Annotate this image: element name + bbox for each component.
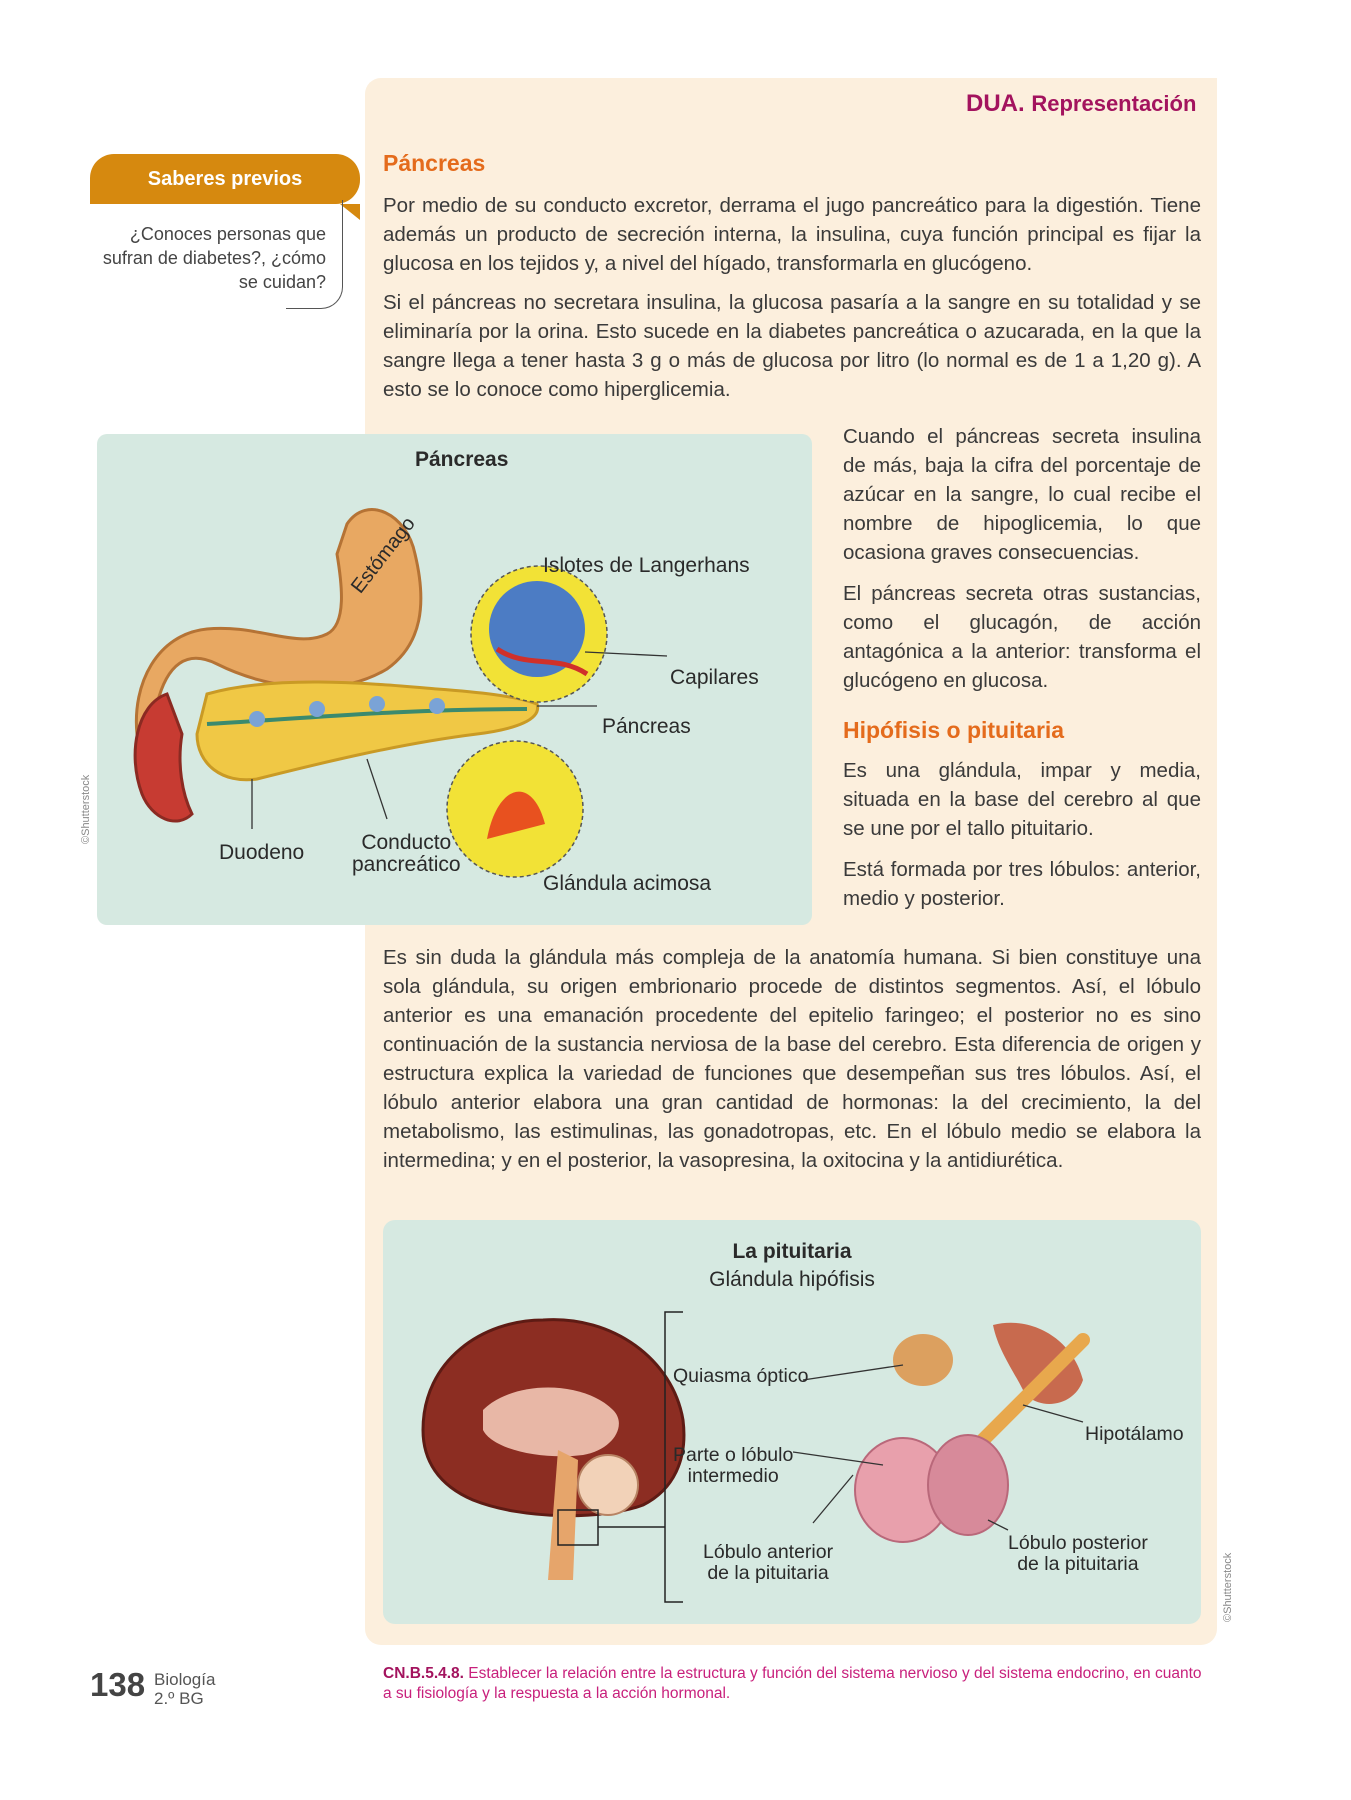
page-number: 138 [90,1666,146,1703]
duct-leader [367,759,387,819]
dua-label: DUA. [966,90,1025,117]
standard-code: CN.B.5.4.8. [383,1665,464,1682]
posterior-label-line2: de la pituitaria [1017,1553,1139,1575]
duodenum-shape [135,694,192,821]
hipofisis-heading: Hipófisis o pituitaria [843,717,1065,743]
optic-chiasm-shape [893,1334,953,1386]
duct-label [352,832,461,876]
dua-sub: Representación [1031,91,1197,116]
intermediate-label-line2: intermedio [687,1465,779,1487]
pancreas-figure [97,434,812,925]
hypothalamus-label: Hipotálamo [1085,1423,1184,1445]
figure2-credit: ©Shutterstock [1222,1552,1234,1622]
hipofisis-paragraph-3: Es sin duda la glándula más compleja de la anatomía humana. Si bien constituye una sola glándula, su origen embrionario procede de distintos segmentos. Así, el lóbulo anterior es una emanación procedente del epitelio faringeo; el posterior no es sino continuación de la sustancia nerviosa de la base del cerebro. Esta diferencia de origen y estructura explica la variedad de funciones que desempeñan sus tres lóbulos. Así, el lóbulo anterior elabora una gran cantidad de hormonas: la del crecimiento, la del metabolismo, las estimulinas, las gonadotropas, etc. En el lóbulo medio se elabora la intermedina; y en el posterior, la vasopresina, la oxitocina y la antidiurética. [383,946,1201,1172]
islet-dot [369,696,385,712]
pituitary-figure [383,1220,1201,1624]
subject-block [154,1670,215,1708]
pituitary-figure-title: La pituitaria [732,1240,852,1263]
anterior-leader [813,1475,853,1523]
saberes-previos-tab: Saberes previos [90,154,360,204]
pancreas-paragraph-4: El páncreas secreta otras sustancias, como el glucagón, de acción antagónica a la anterior: transforma el glucógeno en glucosa. [843,582,1201,692]
hipofisis-paragraph-2: Está formada por tres lóbulos: anterior, medio y posterior. [843,858,1201,910]
pancreas-section [383,150,1201,404]
pancreas-side-text [843,422,1201,913]
figure1-credit: ©Shutterstock [80,774,92,844]
saberes-tab-tail [340,204,360,220]
capillaries-label: Capilares [670,666,759,689]
duct-label-line1: Conducto [361,831,452,854]
curriculum-standard [383,1664,1203,1704]
duct-label-line2: pancreático [352,853,461,876]
pancreas-paragraph-2: Si el páncreas no secretara insulina, la glucosa pasaría a la sangre en su totalidad y se eliminaría por la orina. Esto sucede en la diabetes pancreática o azucarada, en la que la sangre llega a tener hasta 3 g o más de glucosa por litro (lo normal es de 1 a 1,20 g). A esto se lo conoce como hiperglicemia. [383,291,1201,401]
cerebellum-shape [578,1455,638,1515]
intermediate-label-line1: Parte o lóbulo [673,1444,794,1466]
pancreas-paragraph-3: Cuando el páncreas secreta insulina de más, baja la cifra del porcentaje de azúcar en la sangre, lo cual recibe el nombre de hipoglicemia, lo que ocasiona graves consecuencias. [843,425,1201,564]
posterior-label [1008,1533,1148,1575]
chiasm-leader [803,1365,903,1380]
subject-name: Biología [154,1670,216,1689]
pancreas-label: Páncreas [602,715,691,738]
islets-label: Islotes de Langerhans [543,554,750,577]
duodenum-label: Duodeno [219,841,305,864]
posterior-label-line1: Lóbulo posterior [1008,1532,1148,1554]
hipofisis-paragraph-1: Es una glándula, impar y media, situada en la base del cerebro al que se une por el tallo pituitario. [843,759,1201,840]
chiasm-label: Quiasma óptico [673,1365,809,1387]
pancreas-paragraph-1: Por medio de su conducto excretor, derrama el jugo pancreático para la digestión. Tiene además un producto de secreción interna, la insulina, cuya función principal es fijar la glucosa en los tejidos y, a nivel del hígado, transformarla en glucógeno. [383,194,1201,275]
hipofisis-body [383,943,1201,1175]
acinar-label: Glándula acimosa [543,872,712,895]
islet-dot [429,698,445,714]
anterior-label-line2: de la pituitaria [707,1562,829,1584]
dua-header [966,90,1196,118]
anterior-label-line1: Lóbulo anterior [703,1541,834,1563]
grade-label: 2.º BG [154,1689,204,1708]
islet-dot [249,711,265,727]
saberes-question: ¿Conoces personas que sufran de diabetes?, ¿cómo se cuidan? [102,224,326,292]
intermediate-label [673,1445,793,1487]
islet-dot [309,701,325,717]
anterior-label [703,1542,833,1584]
posterior-lobe-shape [928,1435,1008,1535]
hypothalamus-leader [1023,1405,1083,1422]
pancreas-figure-title: Páncreas [415,448,509,471]
stomach-label: Estómago [347,513,420,598]
pituitary-figure-subtitle: Glándula hipófisis [709,1268,875,1291]
pancreas-heading: Páncreas [383,150,486,176]
standard-text: Establecer la relación entre la estructura y función del sistema nervioso y del sistema endocrino, en cuanto a su fisiología y la respuesta a la acción hormonal. [383,1665,1202,1702]
